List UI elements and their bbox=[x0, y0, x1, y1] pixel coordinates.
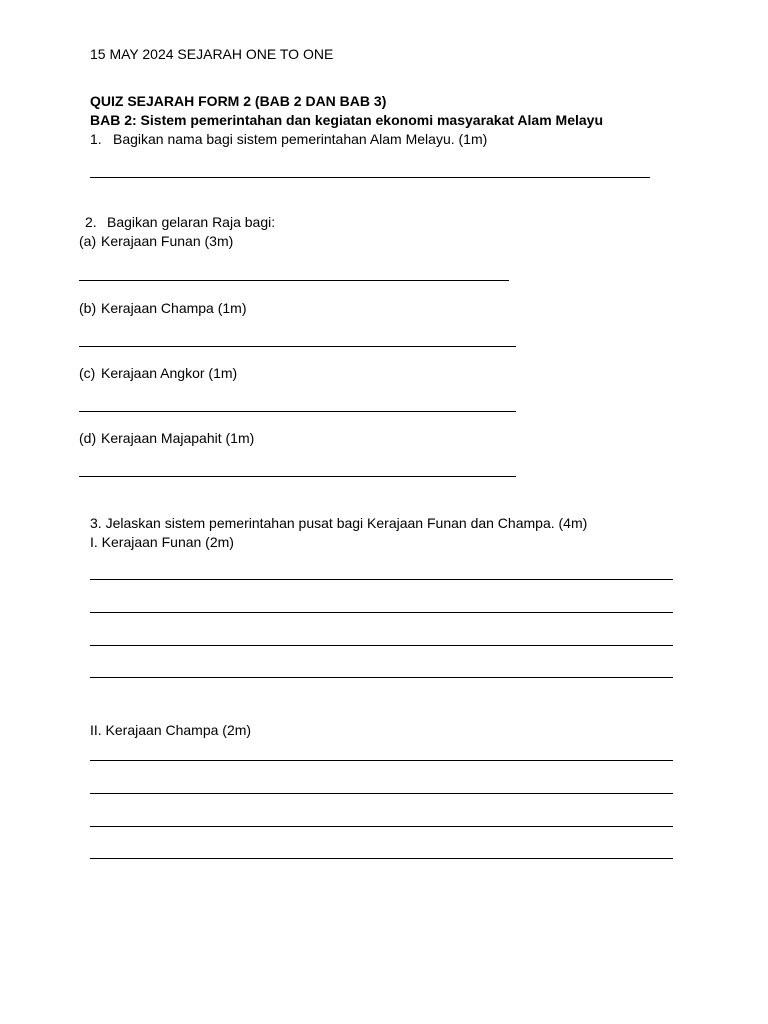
q3-part2-label: II. Kerajaan Champa (2m) bbox=[90, 722, 252, 738]
q2a-label: (a) bbox=[79, 233, 97, 249]
q2d-text: Kerajaan Majapahit (1m) bbox=[101, 430, 255, 446]
q3-part1-answer-line[interactable] bbox=[90, 612, 673, 613]
q1-text: Bagikan nama bagi sistem pemerintahan Alam Melayu. (1m) bbox=[113, 131, 488, 147]
q2d-label: (d) bbox=[79, 430, 97, 446]
q3-text: 3. Jelaskan sistem pemerintahan pusat bagi Kerajaan Funan dan Champa. (4m) bbox=[90, 515, 588, 531]
q3-part2-answer-line[interactable] bbox=[90, 793, 673, 794]
q2b-text: Kerajaan Champa (1m) bbox=[101, 300, 247, 316]
chapter-title: BAB 2: Sistem pemerintahan dan kegiatan ekonomi masyarakat Alam Melayu bbox=[90, 112, 603, 128]
q2d-answer-line[interactable] bbox=[79, 476, 516, 477]
q3-part1-answer-line[interactable] bbox=[90, 579, 673, 580]
q2c-answer-line[interactable] bbox=[79, 411, 516, 412]
q2-text: Bagikan gelaran Raja bagi: bbox=[107, 214, 276, 230]
q2c-text: Kerajaan Angkor (1m) bbox=[101, 365, 238, 381]
q3-part2-answer-line[interactable] bbox=[90, 760, 673, 761]
q2-number: 2. bbox=[85, 214, 97, 230]
quiz-title: QUIZ SEJARAH FORM 2 (BAB 2 DAN BAB 3) bbox=[90, 93, 387, 109]
q3-part1-answer-line[interactable] bbox=[90, 677, 673, 678]
q2c-label: (c) bbox=[79, 365, 96, 381]
q2b-label: (b) bbox=[79, 300, 97, 316]
q2b-answer-line[interactable] bbox=[79, 346, 516, 347]
q1-answer-line[interactable] bbox=[90, 177, 650, 178]
q3-part2-answer-line[interactable] bbox=[90, 826, 673, 827]
q3-part1-label: I. Kerajaan Funan (2m) bbox=[90, 534, 234, 550]
q2a-text: Kerajaan Funan (3m) bbox=[101, 233, 234, 249]
q1-number: 1. bbox=[90, 131, 102, 147]
q3-part1-answer-line[interactable] bbox=[90, 645, 673, 646]
q3-part2-answer-line[interactable] bbox=[90, 858, 673, 859]
date-line: 15 MAY 2024 SEJARAH ONE TO ONE bbox=[90, 46, 334, 62]
q2a-answer-line[interactable] bbox=[79, 280, 509, 281]
